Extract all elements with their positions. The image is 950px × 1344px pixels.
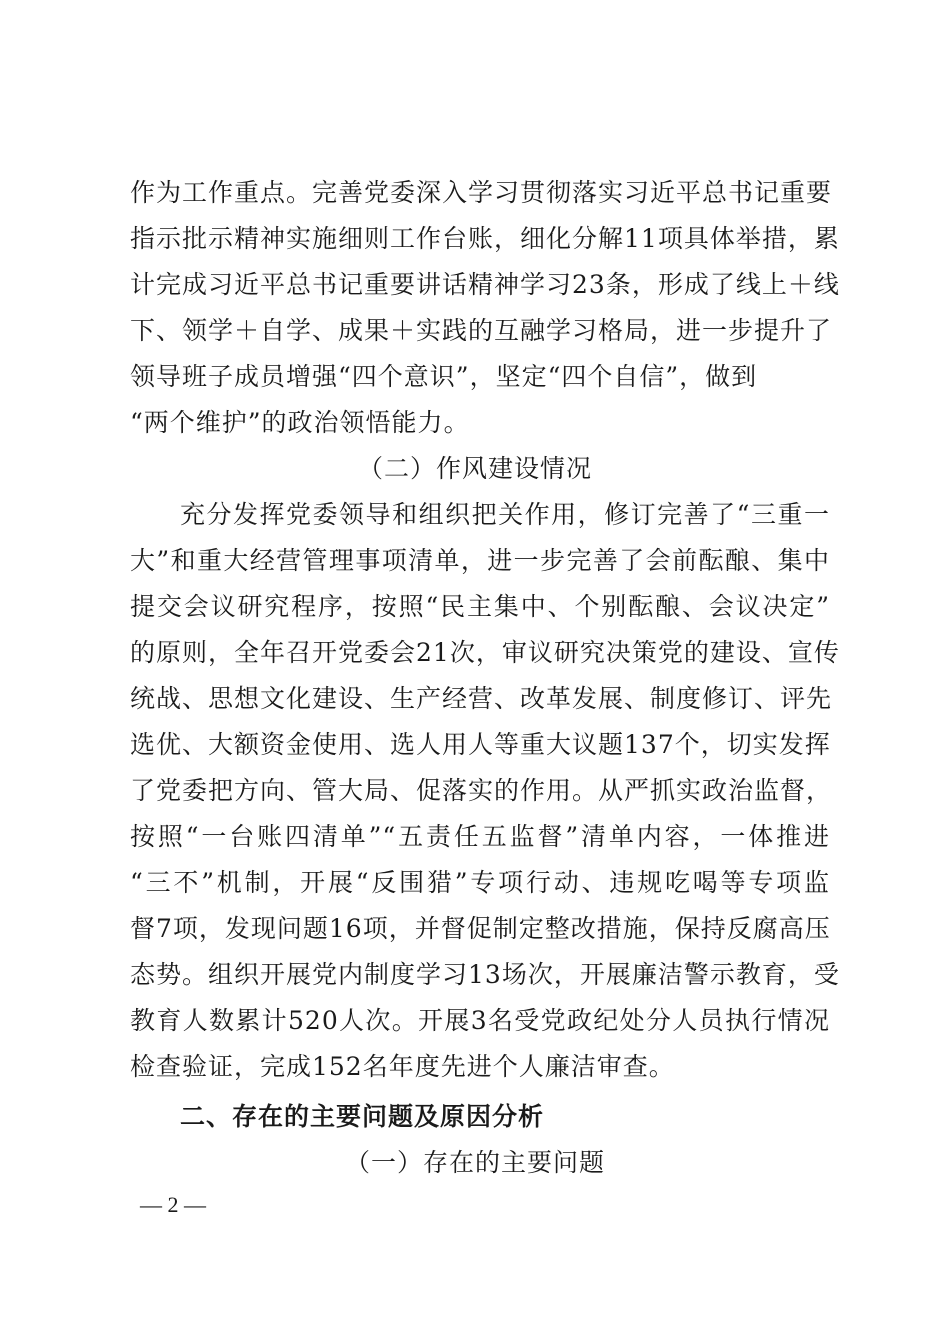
- paragraph-line: 态势。组织开展党内制度学习13场次，开展廉洁警示教育，受: [130, 960, 840, 989]
- paragraph-line: 下、领学＋自学、成果＋实践的互融学习格局，进一步提升了: [130, 316, 833, 345]
- paragraph-line: 提交会议研究程序，按照“民主集中、个别酝酿、会议决定”: [130, 592, 830, 621]
- paragraph-line: “三不”机制，开展“反围猎”专项行动、违规吃喝等专项监: [130, 868, 830, 897]
- paragraph-line: 计完成习近平总书记重要讲话精神学习23条，形成了线上＋线: [130, 270, 840, 299]
- paragraph-line: 领导班子成员增强“四个意识”，坚定“四个自信”，做到: [130, 362, 758, 391]
- subheading-style-building: （二）作风建设情况: [357, 454, 592, 483]
- paragraph-line: 督7项，发现问题16项，并督促制定整改措施，保持反腐高压: [130, 914, 831, 943]
- subheading-main-problems: （一）存在的主要问题: [344, 1148, 605, 1177]
- paragraph-line: 统战、思想文化建设、生产经营、改革发展、制度修订、评先: [130, 684, 833, 713]
- paragraph-line: 的原则，全年召开党委会21次，审议研究决策党的建设、宣传: [130, 638, 840, 667]
- paragraph-line: 指示批示精神实施细则工作台账，细化分解11项具体举措，累: [130, 224, 840, 253]
- paragraph-line: 选优、大额资金使用、选人用人等重大议题137个，切实发挥: [130, 730, 831, 759]
- paragraph-line: “两个维护”的政治领悟能力。: [130, 408, 470, 437]
- paragraph-line: 充分发挥党委领导和组织把关作用，修订完善了“三重一: [180, 500, 830, 529]
- paragraph-line: 检查验证，完成152名年度先进个人廉洁审查。: [130, 1052, 675, 1081]
- paragraph-line: 作为工作重点。完善党委深入学习贯彻落实习近平总书记重要: [130, 178, 833, 207]
- paragraph-line: 教育人数累计520人次。开展3名受党政纪处分人员执行情况: [130, 1006, 830, 1035]
- section-heading-problems: 二、存在的主要问题及原因分析: [180, 1102, 545, 1131]
- paragraph-line: 大”和重大经营管理事项清单，进一步完善了会前酝酿、集中: [130, 546, 830, 575]
- paragraph-line: 按照“一台账四清单”“五责任五监督”清单内容，一体推进: [130, 822, 830, 851]
- page-number: — 2 —: [140, 1192, 206, 1217]
- paragraph-line: 了党委把方向、管大局、促落实的作用。从严抓实政治监督，: [130, 776, 833, 805]
